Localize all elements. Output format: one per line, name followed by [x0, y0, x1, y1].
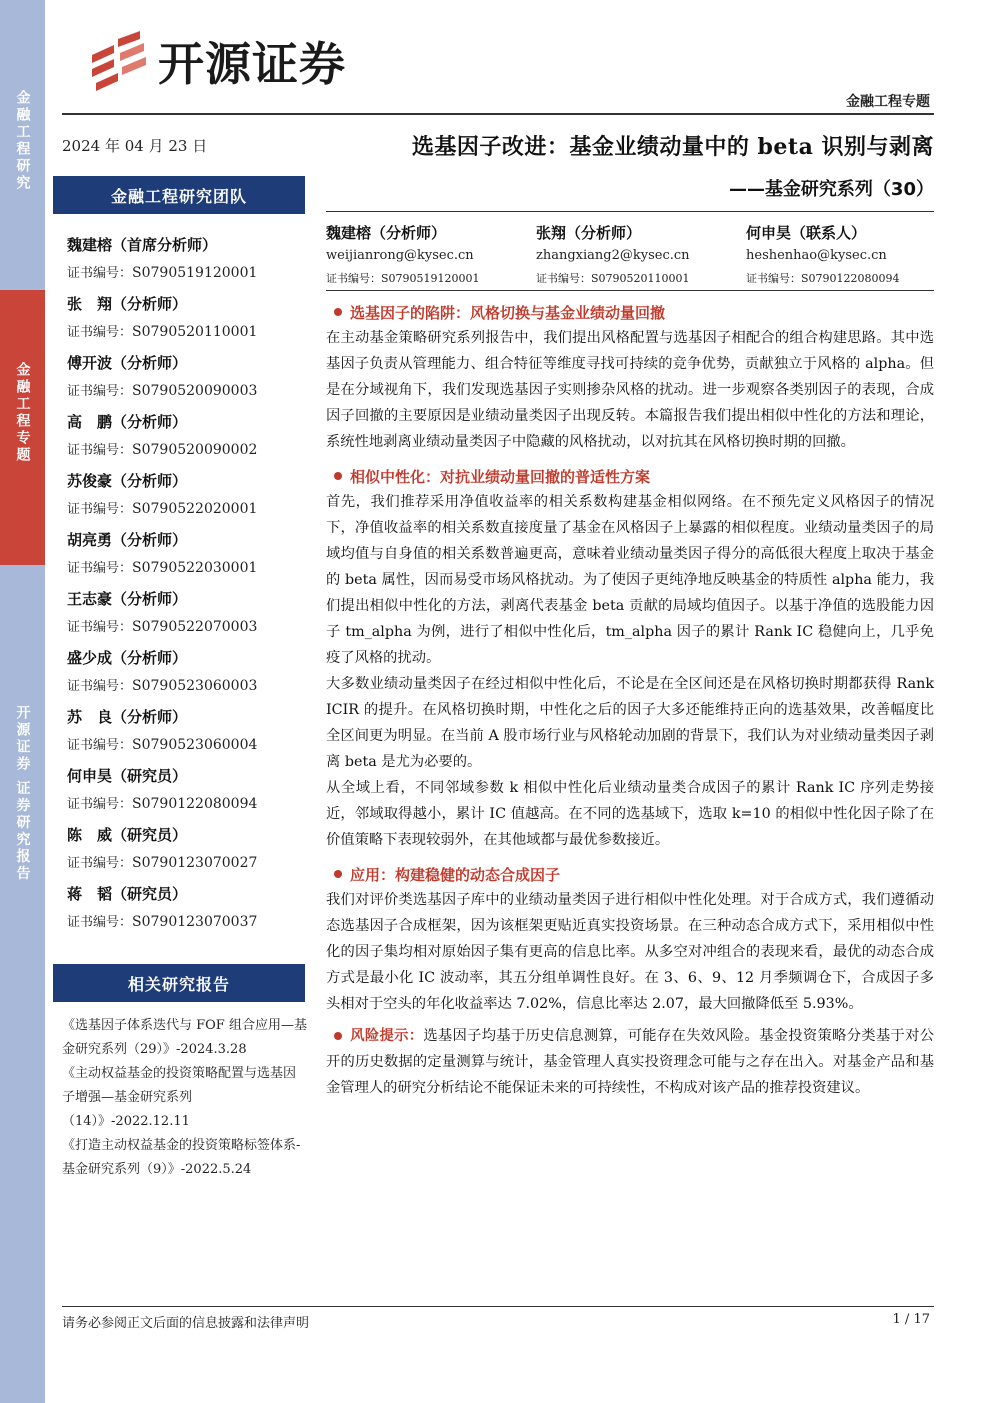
analyst-cert [67, 614, 307, 642]
cert-number: S0790122080094 [132, 796, 258, 812]
cert-label: 证书编号： [67, 561, 133, 576]
analyst-item [67, 466, 307, 525]
analyst-item [67, 643, 307, 702]
report-subtitle: ——基金研究系列（30） [728, 179, 934, 200]
analyst-name: 魏建榕（首席分析师） [67, 236, 218, 254]
analyst-name: 苏 良（分析师） [67, 708, 188, 726]
analyst-name: 高 鹏（分析师） [67, 413, 188, 431]
analyst-cert [67, 673, 307, 701]
analyst-cert [67, 791, 307, 819]
cert-label: 证书编号： [67, 325, 133, 340]
risk-label: 风险提示： [350, 1028, 424, 1044]
analyst-item [67, 879, 307, 938]
paragraph: 首先，我们推荐采用净值收益率的相关系数构建基金相似网络。在不预先定义风格因子的情况下，净值收益率的相关系数直接度量了基金在风格因子上暴露的相似程度。业绩动量类因子的局域均值与自身值的相关系数普遍更高，意味着业绩动量类因子得分的高低很大程度上取决于基金的 beta 属性，因而易受市场风格扰动。为了使因子更纯净地反映基金的特质性 alpha 能力，我们提出相似中性化的方法，剥离代表基金 beta 贡献的局域均值因子。以基于净值的选股能力因子 tm_alpha 为例，进行了相似中性化后，tm_alpha 因子的累计 Rank IC 稳健向上，几乎免疫了风格的扰动。 [326, 494, 934, 666]
related-report-link[interactable]: 《主动权益基金的投资策略配置与选基因子增强—基金研究系列（14）》-2022.12.11 [62, 1066, 297, 1129]
analyst-name: 盛少成（分析师） [67, 649, 188, 667]
analyst-cert [67, 437, 307, 465]
cert-number: S0790123070037 [132, 914, 258, 930]
team-title: 金融工程研究团队 [110, 186, 247, 206]
cert-number: S0790519120001 [132, 265, 258, 281]
strip-middle [0, 290, 45, 565]
cert-number: S0790520090002 [132, 442, 258, 458]
analyst-name: 陈 威（研究员） [67, 826, 188, 844]
cert-label: 证书编号： [67, 384, 133, 399]
risk-text: 选基因子均基于历史信息测算，可能存在失效风险。基金投资策略分类基于对公开的历史数据的定量测算与统计，基金管理人真实投资理念可能与之存在出入。对基金产品和基金管理人的研究分析结论不能保证未来的可持续性，不构成对该产品的推荐投资建议。 [326, 1028, 935, 1096]
analyst-name: 何申昊（研究员） [67, 767, 188, 785]
analyst-item [67, 761, 307, 820]
section-heading [326, 861, 934, 887]
footer-disclaimer: 请务必参阅正文后面的信息披露和法律声明 [62, 1316, 310, 1331]
strip-bottom-text: 开源证券 证券研究报告 [14, 705, 31, 883]
analyst-item [67, 230, 307, 289]
paragraph: 我们对评价类选基因子库中的业绩动量类因子进行相似中性化处理。对于合成方式，我们遵循动态选基因子合成框架，因为该框架更贴近真实投资场景。在三种动态合成方式下，采用相似中性化的因子集均相对原始因子集有更高的信息比率。从多空对冲组合的表现来看，最优的动态合成方式是最小化 IC 波动率，其五分组单调性良好。在 3、6、9、12 月季频调仓下，合成因子多头相对于空头的年化收益率达 7.02%，信息比率达 2.07，最大回撤降低至 5.93%。 [326, 892, 934, 1012]
analyst-cert [67, 732, 307, 760]
page-number: 1 / 17 [892, 1312, 930, 1327]
cert-number: S0790520090003 [132, 383, 258, 399]
analyst-item [67, 289, 307, 348]
bullet-icon [334, 472, 342, 480]
analyst-item [67, 525, 307, 584]
report-category: 金融工程专题 [846, 94, 930, 110]
analyst-name: 张 翔（分析师） [67, 295, 188, 313]
cert-number: S0790522020001 [132, 501, 258, 517]
analyst-cert [67, 319, 307, 347]
analyst-item [67, 407, 307, 466]
cert-label: 证书编号： [67, 856, 133, 871]
related-report-link[interactable]: 《打造主动权益基金的投资策略标签体系-基金研究系列（9）》-2022.5.24 [62, 1138, 301, 1177]
author-item [746, 222, 934, 286]
cert-label: 证书编号： [67, 620, 133, 635]
author-name: 魏建榕（分析师） [326, 224, 447, 242]
related-report-link[interactable]: 《选基因子体系迭代与 FOF 组合应用—基金研究系列（29）》-2024.3.28 [62, 1018, 307, 1057]
bullet-icon [334, 870, 342, 878]
report-title: 选基因子改进：基金业绩动量中的 beta 识别与剥离 [411, 134, 934, 160]
related-reports-title-box [53, 964, 305, 1002]
side-strip [0, 0, 45, 1403]
section-heading-text: 选基因子的陷阱：风格切换与基金业绩动量回撤 [350, 303, 666, 322]
analyst-cert [67, 909, 307, 937]
author-name: 何申昊（联系人） [746, 224, 867, 242]
cert-label: 证书编号： [67, 797, 133, 812]
cert-number: S0790523060004 [132, 737, 258, 753]
brand-name: 开源证券 [158, 37, 346, 91]
analyst-name: 蒋 韬（研究员） [67, 885, 188, 903]
analyst-item [67, 584, 307, 643]
section-neutralization [326, 463, 934, 853]
author-name: 张翔（分析师） [536, 224, 642, 242]
author-cert: 证书编号：S0790519120001 [326, 272, 480, 285]
cert-number: S0790523060003 [132, 678, 258, 694]
analyst-cert [67, 850, 307, 878]
section-heading-text: 相似中性化：对抗业绩动量回撤的普适性方案 [350, 467, 651, 486]
brand-logo-icon [88, 31, 148, 91]
footer-divider [62, 1306, 934, 1307]
bullet-icon [334, 308, 342, 316]
cert-label: 证书编号： [67, 502, 133, 517]
analyst-cert [67, 378, 307, 406]
strip-top-text: 金融工程研究 [14, 90, 31, 192]
analyst-name: 傅开波（分析师） [67, 354, 188, 372]
report-date: 2024 年 04 月 23 日 [62, 137, 208, 155]
paragraph: 大多数业绩动量类因子在经过相似中性化后，不论是在全区间还是在风格切换时期都获得 Rank ICIR 的提升。在风格切换时期，中性化之后的因子大多还能维持正向的选基效果，改善幅度比全区间更为明显。在当前 A 股市场行业与风格轮动加剧的背景下，我们认为对业绩动量类因子剥离 beta 是尤为必要的。 [326, 676, 934, 770]
author-email[interactable]: heshenhao@kysec.cn [746, 248, 887, 263]
cert-number: S0790522030001 [132, 560, 258, 576]
analyst-item [67, 702, 307, 761]
title-divider [326, 211, 934, 212]
section-pitfall [326, 299, 934, 455]
cert-label: 证书编号： [67, 679, 133, 694]
author-email[interactable]: weijianrong@kysec.cn [326, 248, 474, 263]
paragraph: 在主动基金策略研究系列报告中，我们提出风格配置与选基因子相配合的组合构建思路。其中选基因子负责从管理能力、组合特征等维度寻找可持续的竞争优势，贡献独立于风格的 alpha。但是在分域视角下，我们发现选基因子实则掺杂风格的扰动。进一步观察各类别因子的表现，合成因子回撤的主要原因是业绩动量类因子出现反转。本篇报告我们提出相似中性化的方法和理论，系统性地剥离业绩动量类因子中隐藏的风格扰动，以对抗其在风格切换时期的回撤。 [326, 330, 934, 450]
strip-middle-text: 金融工程专题 [14, 362, 31, 464]
cert-number: S0790520110001 [132, 324, 258, 340]
cert-label: 证书编号： [67, 443, 133, 458]
main-content [326, 130, 934, 1101]
section-application [326, 861, 934, 1017]
cert-number: S0790522070003 [132, 619, 258, 635]
analyst-name: 苏俊豪（分析师） [67, 472, 188, 490]
paragraph: 从全域上看，不同邻域参数 k 相似中性化后业绩动量类合成因子的累计 Rank IC 序列走势接近，邻域取得越小，累计 IC 值越高。在不同的选基域下，选取 k=10 的相似中性化因子除了在价值策略下表现较弱外，在其他域都与最优参数接近。 [326, 780, 934, 848]
risk-warning [326, 1023, 934, 1101]
analyst-item [67, 820, 307, 879]
cert-label: 证书编号： [67, 738, 133, 753]
analyst-cert [67, 260, 307, 288]
related-reports-list [62, 1014, 308, 1182]
team-title-box [53, 176, 305, 214]
brand-logo [88, 28, 346, 94]
author-divider [326, 290, 934, 291]
analyst-cert [67, 496, 307, 524]
cert-label: 证书编号： [67, 915, 133, 930]
bullet-icon [334, 1032, 342, 1040]
author-cert: 证书编号：S0790122080094 [746, 272, 900, 285]
author-cert: 证书编号：S0790520110001 [536, 272, 690, 285]
author-email[interactable]: zhangxiang2@kysec.cn [536, 248, 690, 263]
analyst-name: 王志豪（分析师） [67, 590, 188, 608]
cert-number: S0790123070027 [132, 855, 258, 871]
related-reports-title: 相关研究报告 [127, 974, 230, 994]
author-list [326, 222, 934, 286]
cert-label: 证书编号： [67, 266, 133, 281]
section-heading [326, 299, 934, 325]
analyst-item [67, 348, 307, 407]
analyst-name: 胡亮勇（分析师） [67, 531, 188, 549]
strip-bottom [0, 565, 45, 1403]
analyst-cert [67, 555, 307, 583]
author-item [536, 222, 746, 286]
section-heading-text: 应用：构建稳健的动态合成因子 [350, 865, 561, 884]
author-item [326, 222, 536, 286]
section-heading [326, 463, 934, 489]
analyst-list [67, 230, 307, 938]
header-divider [62, 113, 934, 115]
strip-top [0, 0, 45, 290]
